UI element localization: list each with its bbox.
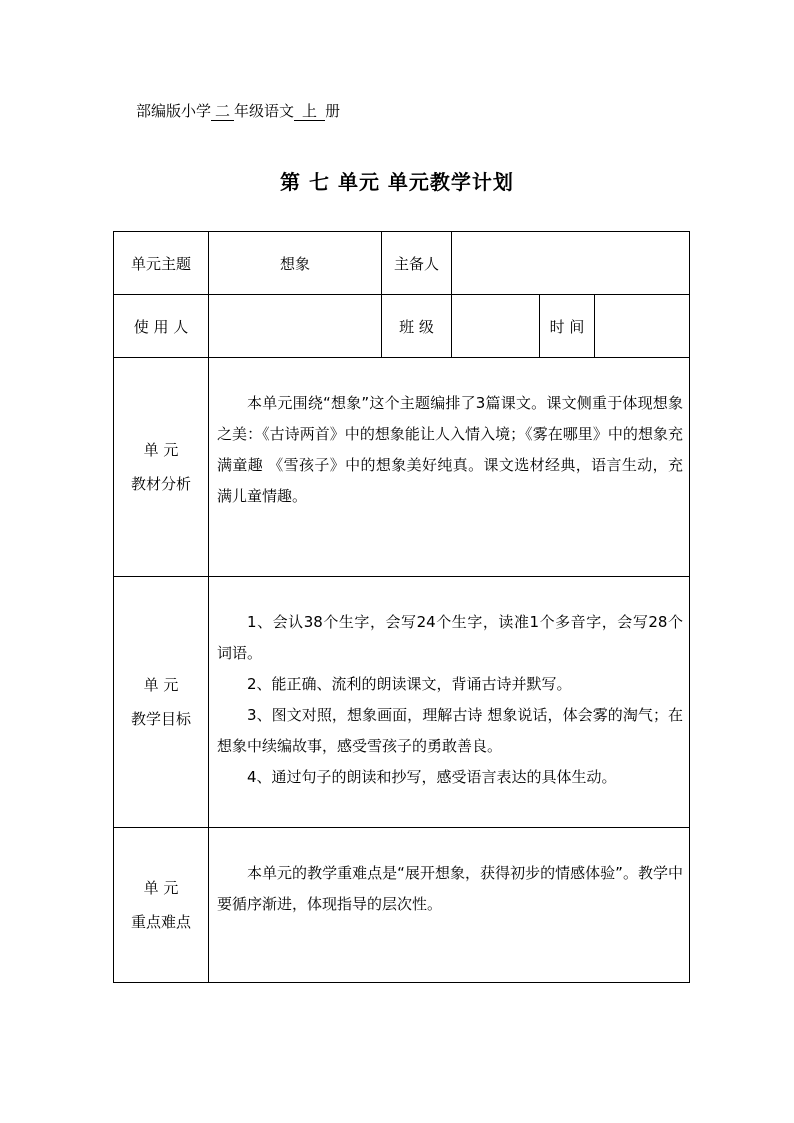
key-points-label-line1: 单 元 bbox=[143, 879, 179, 897]
analysis-paragraph: 本单元围绕“想象”这个主题编排了3篇课文。课文侧重于体现想象之美：《古诗两首》中的想象能让人入情入境；《雾在哪里》中的想象充满童趣 《雪孩子》中的想象美好纯真。课文选材经典，语言生动，充满儿童情趣。 bbox=[217, 394, 684, 505]
header-middle: 年级语文 bbox=[234, 102, 295, 120]
class-value bbox=[452, 295, 540, 358]
volume-field: 上 bbox=[294, 102, 325, 121]
header-suffix: 册 bbox=[325, 102, 341, 120]
goal-item-3: 3、图文对照，想象画面，理解古诗 想象说话，体会雾的淘气；在想象中续编故事，感受雪孩子的勇敢善良。 bbox=[217, 706, 684, 755]
analysis-label-line2: 教材分析 bbox=[130, 475, 191, 493]
preparer-value bbox=[452, 232, 690, 295]
table-row-user bbox=[114, 295, 690, 358]
page-title: 第 七 单元 单元教学计划 bbox=[280, 170, 514, 194]
preparer-label: 主备人 bbox=[382, 232, 452, 295]
goals-label bbox=[114, 577, 209, 828]
key-points-content bbox=[209, 828, 690, 983]
time-label: 时 间 bbox=[540, 295, 595, 358]
class-label: 班 级 bbox=[382, 295, 452, 358]
theme-label: 单元主题 bbox=[114, 232, 209, 295]
document-header bbox=[136, 101, 340, 121]
goals-content bbox=[209, 577, 690, 828]
goals-label-line1: 单 元 bbox=[143, 676, 179, 694]
table-row-goals bbox=[114, 577, 690, 828]
table-row-key-points bbox=[114, 828, 690, 983]
user-label: 使 用 人 bbox=[114, 295, 209, 358]
table-row-theme bbox=[114, 232, 690, 295]
goals-label-line2: 教学目标 bbox=[130, 710, 191, 728]
analysis-content bbox=[209, 358, 690, 577]
table-row-analysis bbox=[114, 358, 690, 577]
goal-item-4: 4、通过句子的朗读和抄写，感受语言表达的具体生动。 bbox=[247, 768, 617, 786]
analysis-label bbox=[114, 358, 209, 577]
goal-item-1: 1、会认38个生字，会写24个生字，读准1个多音字，会写28个词语。 bbox=[217, 613, 684, 662]
unit-plan-table bbox=[113, 231, 690, 983]
goal-item-2: 2、能正确、流利的朗读课文，背诵古诗并默写。 bbox=[247, 675, 572, 693]
time-value bbox=[595, 295, 690, 358]
grade-field: 二 bbox=[211, 102, 234, 121]
key-points-label bbox=[114, 828, 209, 983]
header-prefix: 部编版小学 bbox=[136, 102, 212, 120]
key-points-paragraph: 本单元的教学重难点是“展开想象，获得初步的情感体验”。教学中要循序渐进，体现指导的层次性。 bbox=[217, 864, 684, 913]
key-points-label-line2: 重点难点 bbox=[130, 913, 191, 931]
analysis-label-line1: 单 元 bbox=[143, 441, 179, 459]
user-value bbox=[209, 295, 382, 358]
theme-value: 想象 bbox=[209, 232, 382, 295]
